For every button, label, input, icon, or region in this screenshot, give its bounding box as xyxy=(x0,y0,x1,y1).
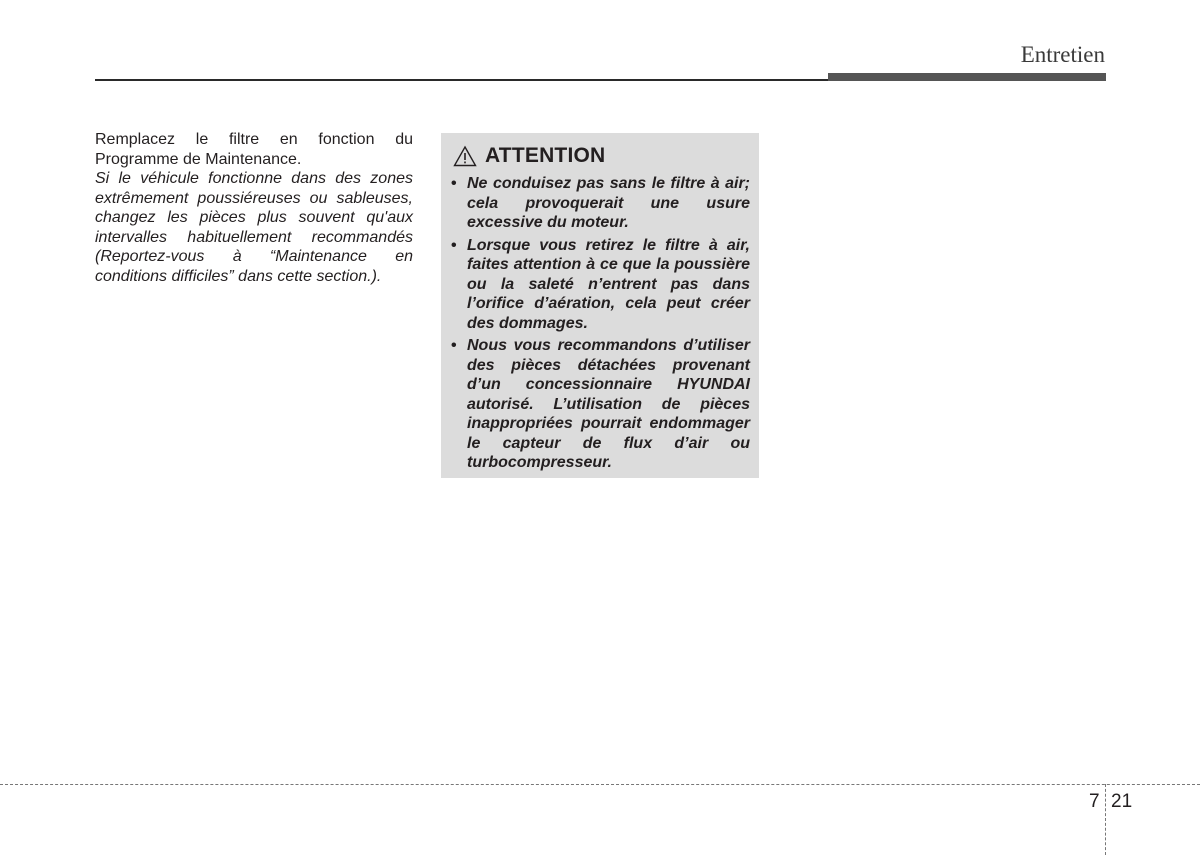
attention-box xyxy=(441,133,759,478)
attention-item xyxy=(451,336,750,473)
attention-header xyxy=(453,143,750,169)
bullet: • xyxy=(451,236,457,254)
footer-cut-line xyxy=(0,784,1200,785)
dusty-conditions-paragraph: Si le véhicule fonctionne dans des zones extrêmement poussiéreuses ou sableuses, changez les pièces plus souvent qu'aux intervalles habituellement recommandés (Reportez-vous à “Maintenance en conditions difficiles” dans cette section.). xyxy=(95,170,413,285)
chapter-number: 7 xyxy=(1089,791,1100,812)
attention-item-text: Nous vous recommandons d’utiliser des pièces détachées provenant d’un concessionnaire HYUNDAI autorisé. L’utilisation de pièces inappropriées pourrait endommager le capteur de flux d’air ou turbocompresseur. xyxy=(467,337,750,471)
chapter-title: Entretien xyxy=(1020,42,1105,67)
warning-triangle-icon xyxy=(453,145,477,167)
replace-filter-paragraph: Remplacez le filtre en fonction du Programme de Maintenance. xyxy=(95,131,413,168)
bullet: • xyxy=(451,175,457,192)
header-rule-accent xyxy=(828,73,1106,81)
attention-item-text: Ne conduisez pas sans le filtre à air; cela provoquerait une usure excessive du moteur. xyxy=(467,175,750,231)
page-number: 21 xyxy=(1111,791,1133,812)
attention-item-text: Lorsque vous retirez le filtre à air, faites attention à ce que la poussière ou la saleté n’entrent pas dans l’orifice d’aération, cela peut créer des dommages. xyxy=(467,236,750,332)
attention-item xyxy=(451,236,750,334)
left-column xyxy=(95,130,413,286)
attention-title: ATTENTION xyxy=(485,144,606,167)
header-rule xyxy=(95,79,828,81)
attention-item xyxy=(451,174,750,233)
bullet: • xyxy=(451,337,457,354)
footer-divider xyxy=(1105,784,1106,855)
attention-list xyxy=(451,174,750,473)
